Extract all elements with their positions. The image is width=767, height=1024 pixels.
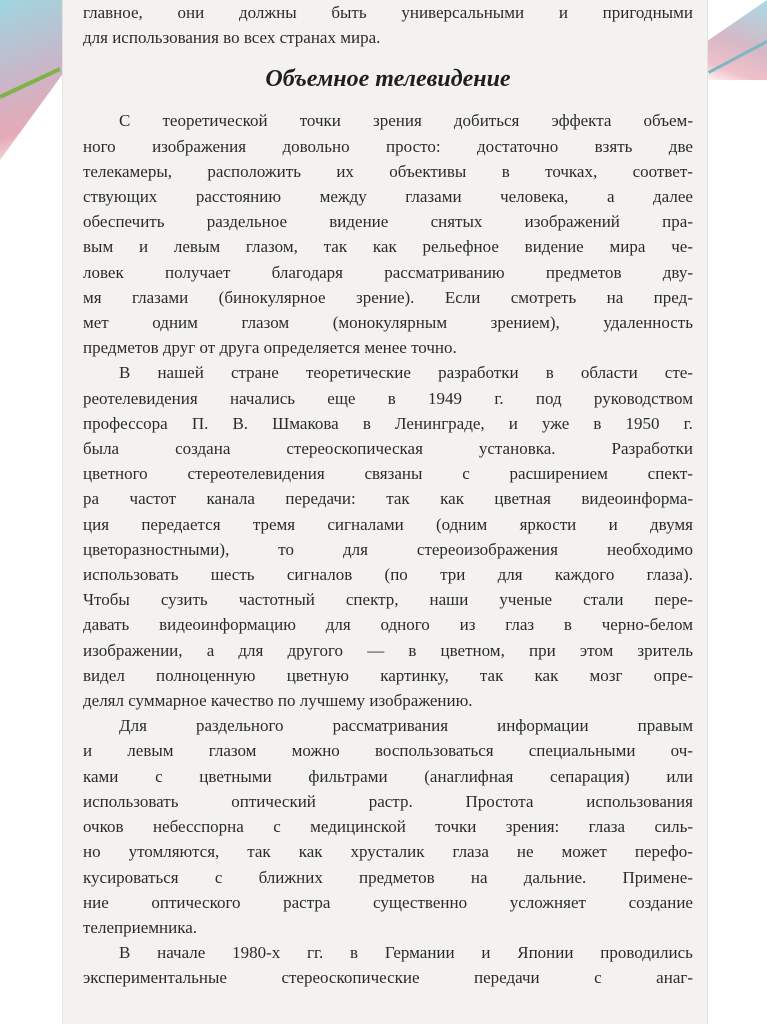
slide-corner-line-right bbox=[708, 40, 767, 74]
word: С bbox=[119, 111, 131, 131]
text-line bbox=[83, 512, 693, 537]
word: цветоразностными), bbox=[83, 539, 230, 559]
word: точки bbox=[435, 817, 477, 837]
word: видение bbox=[524, 237, 584, 257]
word: наши bbox=[429, 590, 469, 610]
word: хрусталик bbox=[350, 842, 425, 862]
text-line bbox=[83, 612, 693, 637]
word: расширением bbox=[509, 464, 608, 484]
word: с bbox=[462, 464, 470, 484]
word: глазами bbox=[131, 287, 189, 307]
text-line bbox=[83, 663, 693, 688]
word: достаточно bbox=[476, 136, 559, 156]
word: как bbox=[372, 237, 397, 257]
word: удаленность bbox=[603, 313, 693, 333]
word: стереоскопическая bbox=[286, 439, 423, 459]
word: и bbox=[558, 3, 568, 22]
word: левым bbox=[127, 741, 174, 761]
word: каждого bbox=[554, 565, 615, 585]
word: В. bbox=[232, 413, 249, 433]
word: главное, bbox=[83, 3, 143, 22]
body-text bbox=[83, 108, 693, 990]
word: расстоянию bbox=[195, 187, 282, 207]
word: Разработки bbox=[611, 439, 693, 459]
word: области bbox=[580, 363, 638, 383]
word: они bbox=[177, 3, 205, 22]
word: цветными bbox=[199, 766, 272, 786]
word: зрение). bbox=[356, 287, 415, 307]
word: довольно bbox=[282, 136, 350, 156]
word: две bbox=[668, 136, 693, 156]
text-line bbox=[83, 839, 693, 864]
word: спектр, bbox=[345, 590, 399, 610]
word: быть bbox=[331, 3, 367, 22]
word: видение bbox=[329, 212, 389, 232]
section-heading: Объемное телевидение bbox=[265, 66, 511, 93]
word: очков bbox=[83, 817, 124, 837]
slide-corner-line-left bbox=[0, 67, 61, 99]
word: кусироваться bbox=[83, 867, 179, 887]
word: благодаря bbox=[271, 262, 343, 282]
word: но bbox=[83, 842, 101, 862]
word: для bbox=[238, 640, 264, 660]
word: 1950 bbox=[625, 413, 660, 433]
word: 1949 bbox=[428, 388, 463, 408]
text-line bbox=[83, 940, 693, 965]
word: и bbox=[608, 514, 618, 534]
paragraph bbox=[83, 713, 693, 940]
word: их bbox=[336, 161, 354, 181]
text-line bbox=[83, 436, 693, 461]
word: ловек bbox=[83, 262, 124, 282]
word: стали bbox=[583, 590, 624, 610]
word: и bbox=[508, 413, 518, 433]
text-line bbox=[83, 108, 693, 133]
word: глаза bbox=[588, 817, 626, 837]
word: существенно bbox=[373, 892, 468, 912]
word: теоретической bbox=[162, 111, 268, 131]
text-line: для использования во всех странах мира. bbox=[83, 28, 381, 48]
text-line bbox=[83, 537, 693, 562]
word: канала bbox=[206, 489, 255, 509]
word: шесть bbox=[210, 565, 255, 585]
word: видел bbox=[83, 665, 125, 685]
word: глазом, bbox=[245, 237, 298, 257]
word: создание bbox=[628, 892, 693, 912]
word: теоретические bbox=[305, 363, 411, 383]
text-line bbox=[83, 713, 693, 738]
word: смотреть bbox=[510, 287, 577, 307]
word: изображении, bbox=[83, 640, 183, 660]
word: глаз bbox=[505, 615, 535, 635]
word: раздельное bbox=[206, 212, 287, 232]
word: так bbox=[247, 842, 271, 862]
word: создана bbox=[175, 439, 231, 459]
word: и bbox=[481, 943, 491, 963]
word: вым bbox=[83, 237, 114, 257]
word: или bbox=[666, 766, 693, 786]
word: мозг bbox=[589, 665, 623, 685]
word: Ленинграде, bbox=[394, 413, 485, 433]
word: стереоизображения bbox=[416, 539, 558, 559]
word: цветного bbox=[83, 464, 148, 484]
word: в bbox=[563, 615, 572, 635]
word: ние bbox=[83, 892, 109, 912]
word: под bbox=[535, 388, 562, 408]
word: просто: bbox=[386, 136, 441, 156]
word: мя bbox=[83, 287, 102, 307]
word: цветном, bbox=[440, 640, 505, 660]
word: дву- bbox=[662, 262, 693, 282]
text-line bbox=[83, 865, 693, 890]
word: при bbox=[528, 640, 556, 660]
text-line bbox=[83, 587, 693, 612]
word: глазами bbox=[405, 187, 462, 207]
text-line: предметов друг от друга определяется менее точно. bbox=[83, 338, 457, 358]
word: обеспечить bbox=[83, 212, 165, 232]
word: использовать bbox=[83, 791, 179, 811]
word: раздельного bbox=[195, 716, 284, 736]
word: левым bbox=[173, 237, 221, 257]
word: руководством bbox=[593, 388, 693, 408]
word: в bbox=[593, 413, 602, 433]
text-line bbox=[83, 209, 693, 234]
word: растра bbox=[283, 892, 331, 912]
word: и bbox=[139, 237, 149, 257]
word: сигналами bbox=[327, 514, 404, 534]
word: одним bbox=[152, 313, 198, 333]
word: необходимо bbox=[606, 539, 693, 559]
word: (анаглифная bbox=[424, 766, 514, 786]
word: на bbox=[606, 287, 624, 307]
word: еще bbox=[327, 388, 356, 408]
page-text bbox=[83, 0, 693, 991]
word: как bbox=[298, 842, 323, 862]
word: Примене- bbox=[622, 867, 693, 887]
word: можно bbox=[291, 741, 340, 761]
word: (по bbox=[384, 565, 408, 585]
word: для bbox=[342, 539, 368, 559]
word: информации bbox=[497, 716, 589, 736]
word: опре- bbox=[653, 665, 693, 685]
word: черно-белом bbox=[601, 615, 693, 635]
word: расположить bbox=[207, 161, 301, 181]
word: гг. bbox=[307, 943, 324, 963]
word: телекамеры, bbox=[83, 161, 173, 181]
word: передачи bbox=[474, 968, 540, 988]
word: яркости bbox=[519, 514, 577, 534]
word: в bbox=[387, 388, 396, 408]
word: в bbox=[362, 413, 371, 433]
text-line bbox=[83, 965, 693, 990]
word: точки bbox=[299, 111, 341, 131]
word: тремя bbox=[252, 514, 296, 534]
word: глаза). bbox=[646, 565, 693, 585]
word: — bbox=[367, 640, 385, 660]
word: полноценную bbox=[156, 665, 256, 685]
word: стране bbox=[230, 363, 279, 383]
word: с bbox=[594, 968, 602, 988]
word: в bbox=[350, 943, 359, 963]
word: сте- bbox=[664, 363, 693, 383]
word: Японии bbox=[517, 943, 574, 963]
word: этом bbox=[579, 640, 614, 660]
word: сепарация) bbox=[549, 766, 630, 786]
text-line bbox=[83, 562, 693, 587]
word: начале bbox=[157, 943, 206, 963]
word: так bbox=[386, 489, 410, 509]
word: проводились bbox=[600, 943, 693, 963]
word: рассматривания bbox=[332, 716, 449, 736]
word: фильтрами bbox=[308, 766, 388, 786]
word: передачи: bbox=[285, 489, 356, 509]
word: далее bbox=[653, 187, 693, 207]
word: точках, bbox=[545, 161, 598, 181]
slide-corner-decoration-left bbox=[0, 0, 70, 160]
word: разработки bbox=[438, 363, 519, 383]
word: передается bbox=[141, 514, 221, 534]
text-line bbox=[83, 814, 693, 839]
word: анаг- bbox=[656, 968, 693, 988]
paragraph bbox=[83, 360, 693, 713]
word: из bbox=[459, 615, 476, 635]
word: для bbox=[325, 615, 351, 635]
word: силь- bbox=[654, 817, 693, 837]
word: П. bbox=[191, 413, 209, 433]
text-line: делял суммарное качество по лучшему изображению. bbox=[83, 691, 473, 711]
word: картинку, bbox=[380, 665, 449, 685]
word: профессора bbox=[83, 413, 168, 433]
word: рассматриванию bbox=[384, 262, 505, 282]
word: правым bbox=[637, 716, 693, 736]
word: и bbox=[83, 741, 93, 761]
word: растр. bbox=[368, 791, 413, 811]
text-line bbox=[83, 789, 693, 814]
word: ного bbox=[83, 136, 116, 156]
word: г. bbox=[683, 413, 693, 433]
word: воспользоваться bbox=[375, 741, 494, 761]
word: получает bbox=[164, 262, 231, 282]
word: Если bbox=[444, 287, 481, 307]
word: ближних bbox=[258, 867, 323, 887]
word: мет bbox=[83, 313, 109, 333]
word: между bbox=[319, 187, 367, 207]
word: установка. bbox=[478, 439, 556, 459]
word: должны bbox=[238, 3, 297, 22]
word: была bbox=[83, 439, 120, 459]
word: Германии bbox=[384, 943, 455, 963]
word: глаза bbox=[452, 842, 489, 862]
word: специальными bbox=[528, 741, 636, 761]
word: ра bbox=[83, 489, 100, 509]
word: использовать bbox=[83, 565, 179, 585]
word: пра- bbox=[662, 212, 693, 232]
word: (монокулярным bbox=[332, 313, 448, 333]
word: стереоскопические bbox=[281, 968, 420, 988]
word: мира bbox=[609, 237, 646, 257]
word: частотный bbox=[238, 590, 315, 610]
word: снятых bbox=[430, 212, 483, 232]
slide-corner-decoration-right bbox=[697, 0, 767, 80]
word: с bbox=[273, 817, 281, 837]
word: нашей bbox=[157, 363, 204, 383]
word: как bbox=[440, 489, 464, 509]
text-line bbox=[83, 0, 693, 25]
word: усложняет bbox=[509, 892, 586, 912]
word: то bbox=[278, 539, 295, 559]
word: ученые bbox=[499, 590, 553, 610]
word: изображений bbox=[524, 212, 620, 232]
word: оптический bbox=[231, 791, 316, 811]
word: сигналов bbox=[286, 565, 353, 585]
word: другого bbox=[287, 640, 344, 660]
word: добиться bbox=[453, 111, 520, 131]
word: Чтобы bbox=[83, 590, 130, 610]
text-line bbox=[83, 486, 693, 511]
word: объективы bbox=[389, 161, 467, 181]
word: оч- bbox=[670, 741, 693, 761]
word: г. bbox=[494, 388, 504, 408]
word: 1980-х bbox=[232, 943, 281, 963]
word: давать bbox=[83, 615, 130, 635]
word: так bbox=[479, 665, 504, 685]
word: глазом bbox=[241, 313, 290, 333]
word: соответ- bbox=[632, 161, 693, 181]
word: уже bbox=[541, 413, 570, 433]
word: человека, bbox=[500, 187, 569, 207]
word: на bbox=[470, 867, 488, 887]
text-line bbox=[83, 360, 693, 385]
word: видеоинформа- bbox=[581, 489, 693, 509]
word: в bbox=[501, 161, 510, 181]
word: видеоинформацию bbox=[159, 615, 296, 635]
text-line bbox=[83, 159, 693, 184]
word: цветную bbox=[286, 665, 349, 685]
word: глазом bbox=[208, 741, 257, 761]
word: одного bbox=[380, 615, 430, 635]
word: (одним bbox=[435, 514, 488, 534]
word: оптического bbox=[151, 892, 241, 912]
word: взять bbox=[594, 136, 633, 156]
word: а bbox=[606, 187, 615, 207]
text-line bbox=[83, 764, 693, 789]
word: Простота bbox=[465, 791, 534, 811]
word: три bbox=[440, 565, 466, 585]
paragraph bbox=[83, 108, 693, 360]
text-line bbox=[83, 386, 693, 411]
word: предметов bbox=[359, 867, 435, 887]
paragraph bbox=[83, 940, 693, 990]
text-line bbox=[83, 638, 693, 663]
text-line bbox=[83, 184, 693, 209]
text-line bbox=[83, 134, 693, 159]
word: в bbox=[408, 640, 417, 660]
word: пере- bbox=[654, 590, 693, 610]
word: пред- bbox=[653, 287, 693, 307]
word: утомляются, bbox=[128, 842, 220, 862]
text-line bbox=[83, 310, 693, 335]
word: может bbox=[561, 842, 607, 862]
word: (бинокулярное bbox=[218, 287, 326, 307]
word: связаны bbox=[364, 464, 423, 484]
word: а bbox=[206, 640, 215, 660]
word: медицинской bbox=[310, 817, 406, 837]
word: ствующих bbox=[83, 187, 158, 207]
word: с bbox=[214, 867, 223, 887]
word: начались bbox=[229, 388, 296, 408]
word: предметов bbox=[545, 262, 622, 282]
word: спект- bbox=[647, 464, 693, 484]
word: рельефное bbox=[422, 237, 499, 257]
text-line bbox=[83, 890, 693, 915]
word: зрением), bbox=[490, 313, 560, 333]
text-line bbox=[83, 411, 693, 436]
word: сузить bbox=[160, 590, 208, 610]
text-line bbox=[83, 461, 693, 486]
text-line bbox=[83, 234, 693, 259]
word: зритель bbox=[637, 640, 693, 660]
word: объем- bbox=[643, 111, 693, 131]
word: ками bbox=[83, 766, 119, 786]
word: экспериментальные bbox=[83, 968, 227, 988]
word: частот bbox=[129, 489, 177, 509]
word: ция bbox=[83, 514, 110, 534]
word: эффекта bbox=[551, 111, 612, 131]
text-line bbox=[83, 738, 693, 763]
word: использования bbox=[586, 791, 693, 811]
word: Шмакова bbox=[272, 413, 339, 433]
word: небесспорна bbox=[152, 817, 244, 837]
word: В bbox=[119, 943, 131, 963]
text-line bbox=[83, 285, 693, 310]
word: стереотелевидения bbox=[187, 464, 325, 484]
word: В bbox=[119, 363, 131, 383]
word: как bbox=[534, 665, 559, 685]
word: цветная bbox=[494, 489, 551, 509]
book-page bbox=[63, 0, 707, 1024]
word: изображения bbox=[152, 136, 247, 156]
word: для bbox=[497, 565, 523, 585]
word: зрения: bbox=[505, 817, 560, 837]
intro-block bbox=[83, 0, 693, 50]
word: универсальными bbox=[401, 3, 525, 22]
word: че- bbox=[671, 237, 693, 257]
word: пригодными bbox=[602, 3, 693, 22]
word: в bbox=[545, 363, 554, 383]
word: перефо- bbox=[634, 842, 693, 862]
word: не bbox=[516, 842, 534, 862]
text-line: телеприемника. bbox=[83, 917, 197, 937]
word: так bbox=[323, 237, 348, 257]
text-line bbox=[83, 260, 693, 285]
word: с bbox=[155, 766, 163, 786]
word: Для bbox=[119, 716, 147, 736]
word: двумя bbox=[649, 514, 693, 534]
word: реотелевидения bbox=[83, 388, 198, 408]
word: зрения bbox=[373, 111, 422, 131]
word: дальние. bbox=[523, 867, 587, 887]
